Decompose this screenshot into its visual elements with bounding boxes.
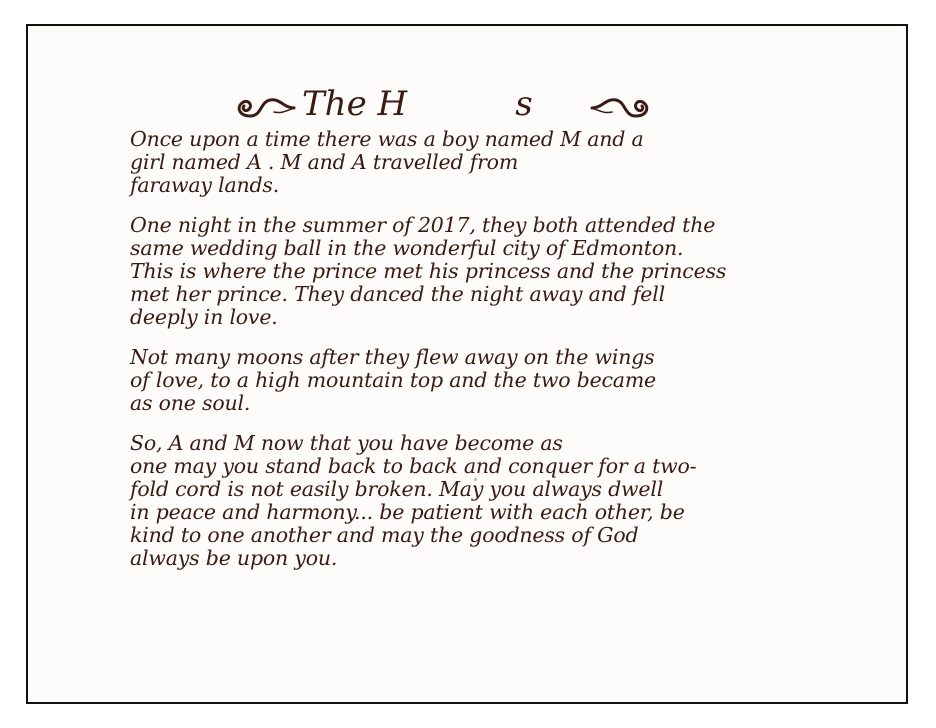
paragraph-meeting: One night in the summer of 2017, they both attended the same wedding ball in the wonderful city of Edmonton. This is where the prince met his princess and the princess met her prince. They danced the night away and fell deeply in love. [130,213,727,329]
page-title: The H s [302,84,533,124]
title-row [228,82,658,132]
story-body [130,128,780,584]
paragraph-journey: Not many moons after they flew away on the wings of love, to a high mountain top and the two became as one soul. [130,345,656,415]
paragraph-introduction: Once upon a time there was a boy named M and a girl named A . M and A travelled from faraway lands. [130,127,644,197]
left-flourish-icon [228,88,298,124]
paragraph-blessing: So, A and M now that you have become as one may you stand back to back and conquer for a two- fold cord is not easily broken. May you always dwell in peace and harmony... be patient with each other, be kind to one another and may the goodness of God always be upon you. [130,431,697,570]
right-flourish-icon [588,88,658,124]
